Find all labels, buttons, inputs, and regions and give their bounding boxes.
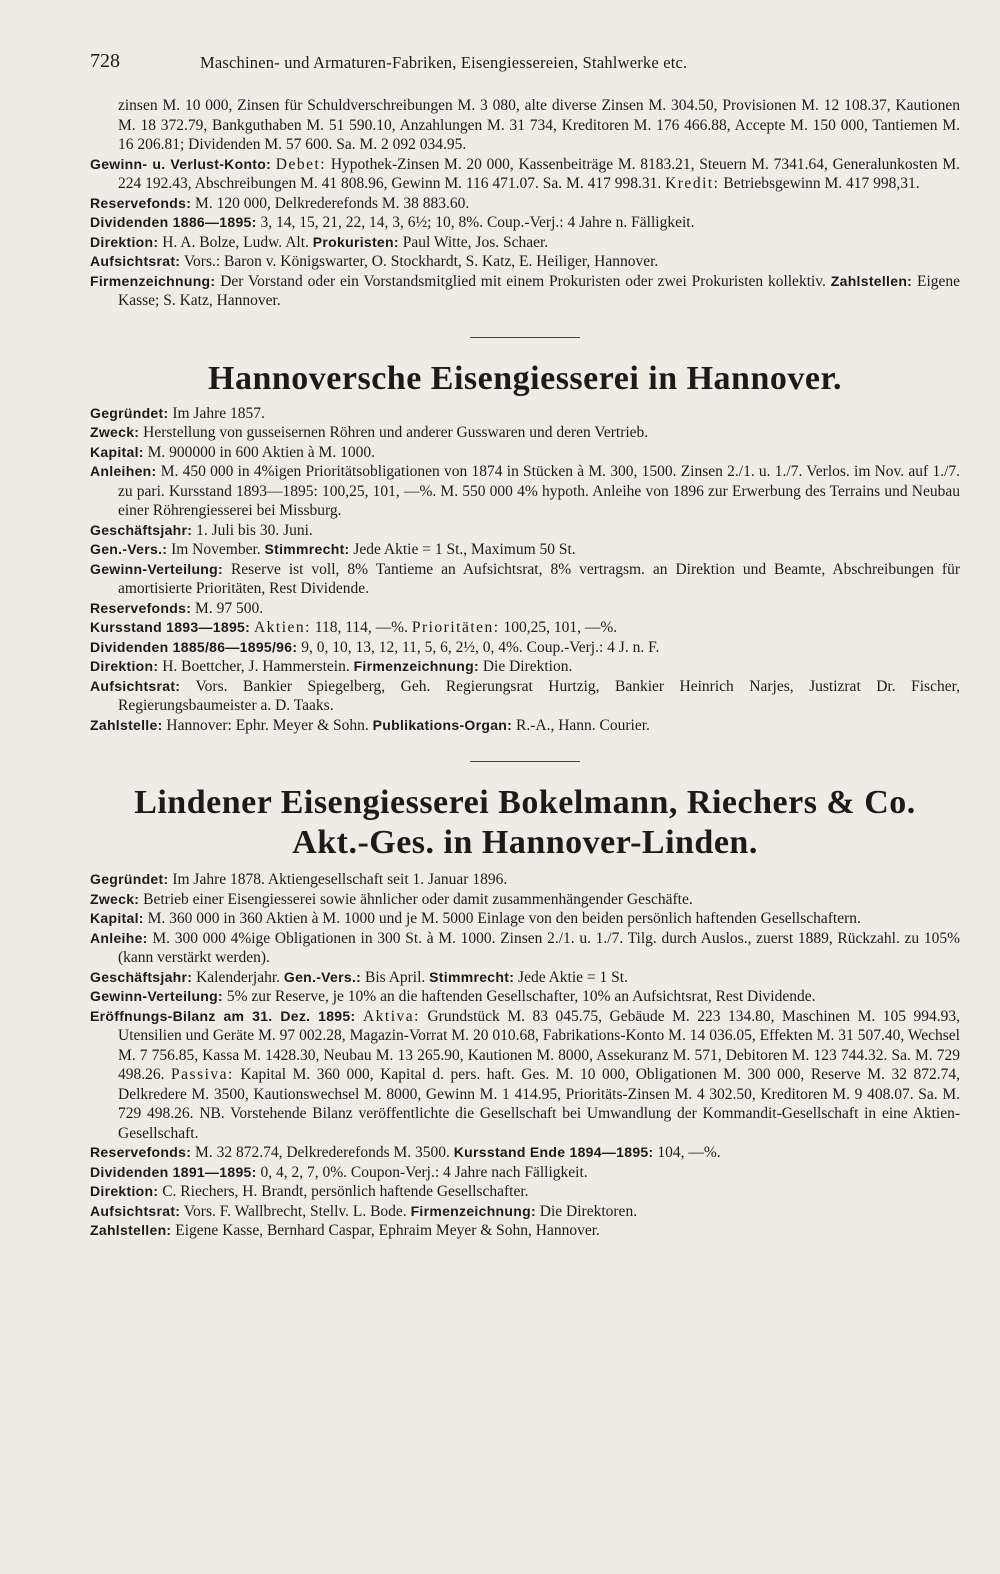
entry-label: Zweck:	[90, 890, 140, 907]
entry-label: Direktion:	[90, 233, 159, 250]
prev-firmenzeichnung	[90, 272, 960, 311]
entry-label: Direktion:	[90, 1183, 159, 1199]
entry-text: M. 450 000 in 4%igen Prioritätsobligationen von 1874 in Stücken à M. 300, 1500. Zinsen 2./1. u. 1./7. Verlos. im Nov. auf 1./7. zu pari. Kursstand 1893—1895: 100,25, 101, —%. M. 550 000 4% hypoth. Anleihe von 1896 zur Erwerbung des Terrains und Neubau einer Röhrengiesserei bei Missburg.	[118, 463, 961, 519]
entry-text: Jede Aktie = 1 St.	[518, 968, 628, 986]
entry-label: Aufsichtsrat:	[90, 253, 181, 269]
entry-label: Direktion:	[90, 658, 159, 674]
entry-text: M. 97 500.	[195, 599, 264, 617]
entry-label: Stimmrecht:	[429, 968, 515, 985]
entry-label: Gewinn- u. Verlust-Konto:	[90, 155, 272, 172]
entry-label: Dividenden 1885/86—1895/96:	[90, 638, 298, 655]
passiva-label: Passiva:	[171, 1066, 234, 1083]
entry-label: Gewinn-Verteilung:	[90, 988, 223, 1004]
entry-text: Grundstück M. 83 045.75, Gebäude M. 223 134.80, Maschinen M. 105 994.93, Utensilien und Geräte M. 97 002.28, Magazin-Vorrat M. 20 010.68, Fabrikations-Konto M. 14 036.05, Effekten M. 31 507.40, Wechsel M. 7 756.85, Kassa M. 1428.30, Neubau M. 13 265.90, Kautionen M. 8000, Assekuranz M. 571, Debitoren M. 123 744.32. Sa. M. 729 498.26.	[118, 1007, 961, 1083]
entry-text: 0, 4, 2, 7, 0%. Coupon-Verj.: 4 Jahre nach Fälligkeit.	[260, 1163, 588, 1181]
continued-balance-text: zinsen M. 10 000, Zinsen für Schuldverschreibungen M. 3 080, alte diverse Zinsen M. 304.50, Provisionen M. 12 108.37, Kautionen M. 18 372.79, Bankguthaben M. 51 590.10, Anzahlungen M. 31 734, Kreditoren M. 176 466.88, Accepte M. 150 000, Tantiemen M. 16 206.81; Dividenden M. 57 600. Sa. M. 2 092 034.95.	[118, 97, 960, 153]
entry-text: 9, 0, 10, 13, 12, 11, 5, 6, 2½, 0, 4%. Coup.-Verj.: 4 J. n. F.	[301, 638, 660, 656]
entry-text: 104, —%.	[657, 1144, 721, 1161]
entry-label: Kursstand Ende 1894—1895:	[453, 1144, 654, 1160]
page-header	[90, 50, 940, 78]
entry-text: Die Direktion.	[482, 658, 573, 675]
hann-kursstand	[90, 618, 960, 638]
page-number: 728	[90, 50, 120, 72]
entry-label: Firmenzeichnung:	[353, 658, 479, 674]
hann-gen-vers	[90, 540, 960, 560]
entry-text: 118, 114, —%.	[314, 619, 408, 636]
hann-anleihen	[90, 462, 960, 521]
hann-aufsichtsrat	[90, 677, 960, 716]
entry-text: M. 360 000 in 360 Aktien à M. 1000 und je M. 5000 Einlage von den beiden persönlich haftenden Gesellschaftern.	[147, 910, 861, 927]
entry-text: Der Vorstand oder ein Vorstandsmitglied mit einem Prokuristen oder zwei Prokuristen kollektiv.	[220, 272, 826, 290]
lind-direktion	[90, 1182, 960, 1202]
entry-text: Im Jahre 1878. Aktiengesellschaft seit 1. Januar 1896.	[172, 871, 508, 888]
entry-text: 100,25, 101, —%.	[503, 619, 618, 636]
entry-text: Reserve ist voll, 8% Tantieme an Aufsichtsrat, 8% vertragsm. an Direktion und Beamte, Abschreibungen für amortisierte Prioritäten, Rest Dividende.	[118, 560, 960, 597]
entry-text: Jede Aktie = 1 St., Maximum 50 St.	[353, 541, 576, 558]
lind-zweck	[90, 890, 960, 910]
entry-text: Eigene Kasse, Bernhard Caspar, Ephraim Meyer & Sohn, Hannover.	[175, 1222, 600, 1239]
entry-text: Betrieb einer Eisengiesserei sowie ähnlicher oder damit zusammenhängender Geschäfte.	[143, 890, 693, 908]
lind-eroeffnungs-bilanz	[90, 1007, 960, 1144]
hann-reservefonds	[90, 599, 960, 619]
lind-anleihe	[90, 929, 960, 968]
entry-label: Zahlstelle:	[90, 716, 163, 733]
entry-label: Anleihe:	[90, 929, 148, 946]
section-divider	[470, 337, 580, 338]
company-title-hannover: Hannoversche Eisengiesserei in Hannover.	[208, 359, 842, 397]
entry-text: Kapital M. 360 000, Kapital d. pers. haft. Ges. M. 10 000, Obligationen M. 300 000, Reserve M. 32 872.74, Delkredere M. 3500, Kautionswechsel M. 8000, Gewinn M. 1 414.95, Prioritäts-Zinsen M. 4 302.50, Kreditoren M. 9 408.07. Sa. M. 729 498.26. NB. Vorstehende Bilanz veröffentlichte die Gesellschaft bei Umwandlung der Kommandit-Gesellschaft in eine Aktien-Gesellschaft.	[118, 1066, 961, 1142]
hann-dividenden	[90, 638, 960, 658]
company-title-linden: Lindener Eisengiesserei Bokelmann, Riechers & Co.	[134, 784, 916, 821]
company-subtitle-linden: Akt.-Ges. in Hannover-Linden.	[292, 824, 758, 861]
entry-label: Geschäftsjahr:	[90, 968, 193, 985]
entry-text: Paul Witte, Jos. Schaer.	[402, 233, 549, 251]
entry-label: Gewinn-Verteilung:	[90, 560, 223, 577]
prev-aufsichtsrat	[90, 252, 960, 272]
hann-gewinn-verteilung	[90, 560, 960, 599]
hann-zahlstelle	[90, 716, 960, 736]
entry-text: R.-A., Hann. Courier.	[516, 716, 650, 734]
entry-text: Eigene Kasse; S. Katz, Hannover.	[118, 272, 961, 309]
prev-gv-konto	[90, 155, 960, 194]
page-body	[90, 96, 960, 1241]
entry-text: Bis April.	[365, 968, 426, 986]
entry-label: Reservefonds:	[90, 599, 192, 616]
debet-label: Debet:	[275, 155, 327, 173]
entry-text: Vors. Bankier Spiegelberg, Geh. Regierungsrat Hurtzig, Bankier Heinrich Narjes, Justizrat Dr. Fischer, Regierungsbaumeister a. D. Taaks.	[118, 677, 960, 714]
entry-label: Stimmrecht:	[264, 541, 350, 557]
entry-text: H. Boettcher, J. Hammerstein.	[162, 658, 350, 675]
entry-text: C. Riechers, H. Brandt, persönlich haftende Gesellschafter.	[162, 1183, 529, 1200]
entry-text: Hypothek-Zinsen M. 20 000, Kassenbeiträge M. 8183.21, Steuern M. 7341.64, Generalunkosten M. 224 192.43, Abschreibungen M. 41 808.96, Gewinn M. 116 471.07. Sa. M. 417 998.31.	[118, 155, 961, 192]
entry-label: Geschäftsjahr:	[90, 521, 193, 538]
entry-label: Publikations-Organ:	[372, 716, 513, 733]
entry-text: M. 300 000 4%ige Obligationen in 300 St. à M. 1000. Zinsen 2./1. u. 1./7. Tilg. durch Auslos., zuerst 1889, Rückzahl. zu 105% (kann verstärkt werden).	[118, 929, 961, 966]
entry-label: Reservefonds:	[90, 1144, 192, 1160]
lind-aufsichtsrat	[90, 1202, 960, 1222]
lind-dividenden	[90, 1163, 960, 1183]
section-divider	[470, 761, 580, 762]
hann-kapital	[90, 443, 960, 463]
aktien-label: Aktien:	[253, 619, 311, 636]
lind-gewinn-verteilung	[90, 987, 960, 1007]
hann-gegruendet	[90, 404, 960, 424]
entry-text: M. 32 872.74, Delkrederefonds M. 3500.	[195, 1144, 450, 1161]
hann-zweck	[90, 423, 960, 443]
lind-reservefonds	[90, 1143, 960, 1163]
entry-label: Prokuristen:	[312, 233, 399, 250]
entry-label: Gegründet:	[90, 871, 169, 887]
entry-text: Hannover: Ephr. Meyer & Sohn.	[166, 716, 369, 734]
entry-label: Gen.-Vers.:	[90, 541, 168, 557]
entry-label: Kapital:	[90, 443, 144, 460]
entry-label: Gegründet:	[90, 404, 169, 421]
entry-text: 3, 14, 15, 21, 22, 14, 3, 6½; 10, 8%. Coup.-Verj.: 4 Jahre n. Fälligkeit.	[260, 214, 695, 231]
prioritaeten-label: Prioritäten:	[411, 619, 500, 636]
entry-label: Zweck:	[90, 424, 140, 440]
entry-label: Aufsichtsrat:	[90, 1202, 181, 1219]
entry-text: Vors.: Baron v. Königswarter, O. Stockhardt, S. Katz, E. Heiliger, Hannover.	[183, 253, 659, 270]
prev-direktion	[90, 233, 960, 253]
hann-geschaeftsjahr	[90, 521, 960, 541]
entry-text: H. A. Bolze, Ludw. Alt.	[162, 233, 309, 251]
entry-label: Kursstand 1893—1895:	[90, 619, 251, 635]
prev-reservefonds	[90, 194, 960, 214]
entry-label: Reservefonds:	[90, 194, 192, 211]
entry-text: Die Direktoren.	[539, 1202, 638, 1220]
entry-label: Firmenzeichnung:	[90, 272, 216, 289]
entry-text: Vors. F. Wallbrecht, Stellv. L. Bode.	[183, 1202, 407, 1220]
prev-dividenden	[90, 213, 960, 233]
entry-text: Im November.	[171, 541, 261, 558]
entry-label: Aufsichtsrat:	[90, 677, 181, 694]
lind-kapital	[90, 909, 960, 929]
aktiva-label: Aktiva:	[362, 1007, 420, 1025]
entry-label: Gen.-Vers.:	[283, 968, 362, 985]
entry-text: Herstellung von gusseisernen Röhren und anderer Gusswaren und deren Vertrieb.	[143, 424, 649, 441]
entry-text: M. 120 000, Delkrederefonds M. 38 883.60.	[195, 194, 470, 212]
entry-text: 5% zur Reserve, je 10% an die haftenden Gesellschafter, 10% an Aufsichtsrat, Rest Dividende.	[226, 988, 816, 1005]
lind-zahlstellen	[90, 1221, 960, 1241]
lind-geschaeftsjahr	[90, 968, 960, 988]
entry-text: 1. Juli bis 30. Juni.	[196, 521, 313, 539]
entry-label: Dividenden 1886—1895:	[90, 214, 257, 230]
entry-label: Firmenzeichnung:	[410, 1202, 536, 1219]
hann-direktion	[90, 657, 960, 677]
entry-text: Kalenderjahr.	[196, 968, 281, 986]
entry-text: M. 900000 in 600 Aktien à M. 1000.	[147, 443, 375, 461]
entry-label: Eröffnungs-Bilanz am 31. Dez. 1895:	[90, 1007, 356, 1024]
kredit-label: Kredit:	[665, 175, 720, 192]
entry-label: Zahlstellen:	[830, 272, 913, 289]
running-title: Maschinen- und Armaturen-Fabriken, Eisengiessereien, Stahlwerke etc.	[200, 53, 688, 72]
entry-label: Anleihen:	[90, 463, 157, 479]
entry-label: Kapital:	[90, 910, 144, 926]
entry-text: Im Jahre 1857.	[172, 404, 265, 422]
lind-gegruendet	[90, 870, 960, 890]
entry-label: Dividenden 1891—1895:	[90, 1163, 257, 1180]
entry-text: Betriebsgewinn M. 417 998,31.	[723, 175, 920, 192]
entry-label: Zahlstellen:	[90, 1222, 172, 1238]
